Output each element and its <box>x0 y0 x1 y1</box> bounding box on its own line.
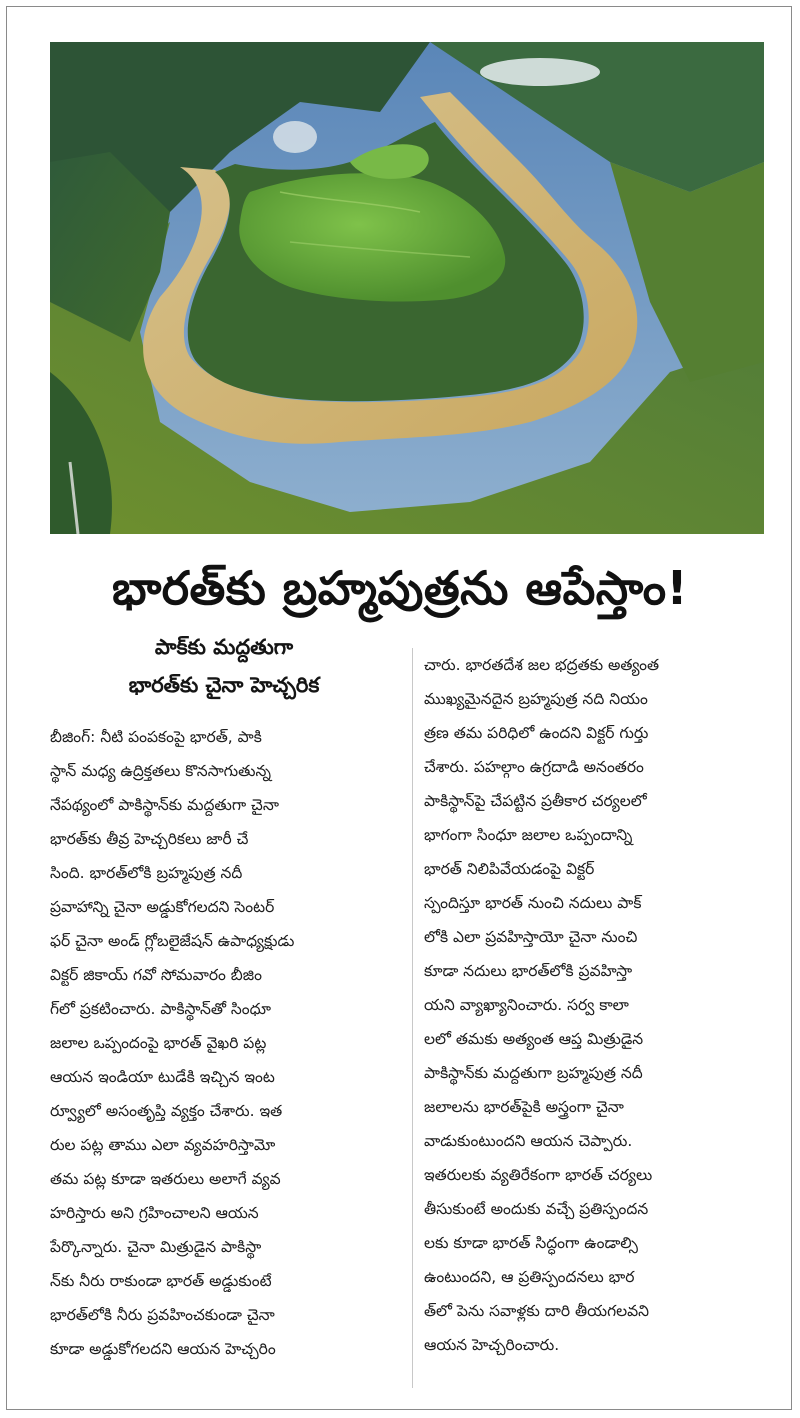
article-text-line: భారత్ నిలిపివేయడంపై విక్టర్ <box>424 860 595 878</box>
article-text-line: విక్టర్ జికాయ్ గవో సోమవారం బీజిం <box>50 966 262 984</box>
article-text-line: కూడా నదులు భారత్‌లోకి ప్రవహిస్తా <box>424 962 633 980</box>
article-text-line: ఆయన హెచ్చరించారు. <box>424 1336 560 1354</box>
article-text-line: ఉంటుందని, ఆ ప్రతిస్పందనలు భార <box>424 1268 635 1286</box>
article-text-line: వాడుకుంటుందని ఆయన చెప్పారు. <box>424 1132 633 1150</box>
article-text-line: పాకిస్థాన్‌పై చేపట్టిన ప్రతీకార చర్యలలో <box>424 792 647 810</box>
article-text-line: భారత్‌కు తీవ్ర హెచ్చరికలు జారీ చే <box>50 830 249 848</box>
article-text-line: చేశారు. పహల్గాం ఉగ్రదాడి అనంతరం <box>424 758 644 776</box>
article-text-line: పేర్కొన్నారు. చైనా మిత్రుడైన పాకిస్థా <box>50 1238 262 1256</box>
article-text-line: పాకిస్థాన్‌కు మద్దతుగా బ్రహ్మపుత్ర నదీ <box>424 1064 643 1082</box>
article-text-line: రుల పట్ల తాము ఎలా వ్యవహరిస్తామో <box>50 1136 276 1154</box>
article-text-line: బీజింగ్: నీటి పంపకంపై భారత్, పాకి <box>50 728 262 746</box>
subheadlines <box>48 628 400 704</box>
article-text-line: న్‌కు నీరు రాకుండా భారత్ అడ్డుకుంటే <box>50 1272 272 1290</box>
article-text-line: ఫర్ చైనా అండ్ గ్లోబలైజేషన్ ఉపాధ్యక్షుడు <box>50 932 295 950</box>
article-text-line: ఇతరులకు వ్యతిరేకంగా భారత్ చర్యలు <box>424 1166 653 1184</box>
article-text-line: జలాలను భారత్‌పైకి అస్త్రంగా చైనా <box>424 1098 624 1116</box>
article-text-line: లలో తమకు అత్యంత ఆప్త మిత్రుడైన <box>424 1030 644 1048</box>
article-text-line: ముఖ్యమైనదైన బ్రహ్మపుత్ర నది నియం <box>424 690 648 708</box>
article-text-line: నేపథ్యంలో పాకిస్థాన్‌కు మద్దతుగా చైనా <box>50 796 279 814</box>
article-text-line: త్‌లో పెను సవాళ్లకు దారి తీయగలవని <box>424 1302 650 1320</box>
article-text-line: లకు కూడా భారత్ సిద్ధంగా ఉండాల్సి <box>424 1234 638 1252</box>
headline: భారత్‌కు బ్రహ్మపుత్రను ఆపేస్తాం! <box>111 561 689 615</box>
article-text-line: హరిస్తారు అని గ్రహించాలని ఆయన <box>50 1204 259 1222</box>
article-text-line: జలాల ఒప్పందంపై భారత్ వైఖరి పట్ల <box>50 1034 267 1052</box>
article-text-line: భారత్‌లోకి నీరు ప్రవహించకుండా చైనా <box>50 1306 275 1324</box>
article-column-left <box>50 720 402 1366</box>
article-photo <box>50 42 764 534</box>
article-text-line: తమ పట్ల కూడా ఇతరులు అలాగే వ్యవ <box>50 1170 281 1188</box>
subheadline-2: భారత్‌కు చైనా హెచ్చరిక <box>128 673 320 697</box>
article-text-line: భాగంగా సింధూ జలాల ఒప్పందాన్ని <box>424 826 633 844</box>
article-text-line: గ్‌లో ప్రకటించారు. పాకిస్థాన్‌తో సింధూ <box>50 1000 271 1018</box>
article-text-line: తీసుకుంటే అందుకు వచ్చే ప్రతిస్పందన <box>424 1200 649 1218</box>
article-text-line: ప్రవాహాన్ని చైనా అడ్డుకోగలదని సెంటర్ <box>50 898 275 916</box>
article-text-line: యని వ్యాఖ్యానించారు. సర్వ కాలా <box>424 996 629 1014</box>
article-text-line: ర్వ్యూలో అసంతృప్తి వ్యక్తం చేశారు. ఇత <box>50 1102 283 1120</box>
column-divider <box>412 648 413 1388</box>
article-text-line: త్రణ తమ పరిధిలో ఉందని విక్టర్ గుర్తు <box>424 724 649 742</box>
article-text-line: కూడా అడ్డుకోగలదని ఆయన హెచ్చరిం <box>50 1340 276 1358</box>
article-text-line: సింది. భారత్‌లోకి బ్రహ్మపుత్ర నదీ <box>50 864 243 882</box>
article-text-line: లోకి ఎలా ప్రవహిస్తాయో చైనా నుంచి <box>424 928 638 946</box>
article-text-line: ఆయన ఇండియా టుడేకి ఇచ్చిన ఇంట <box>50 1068 275 1086</box>
article-text-line: స్పందిస్తూ భారత్ నుంచి నదులు పాక్ <box>424 894 642 912</box>
article-column-right <box>424 648 768 1362</box>
article-text-line: స్థాన్ మధ్య ఉద్రిక్తతలు కొనసాగుతున్న <box>50 762 271 780</box>
article-text-line: చారు. భారతదేశ జల భద్రతకు అత్యంత <box>424 656 660 674</box>
subheadline-1: పాక్‌కు మద్దతుగా <box>154 635 294 659</box>
